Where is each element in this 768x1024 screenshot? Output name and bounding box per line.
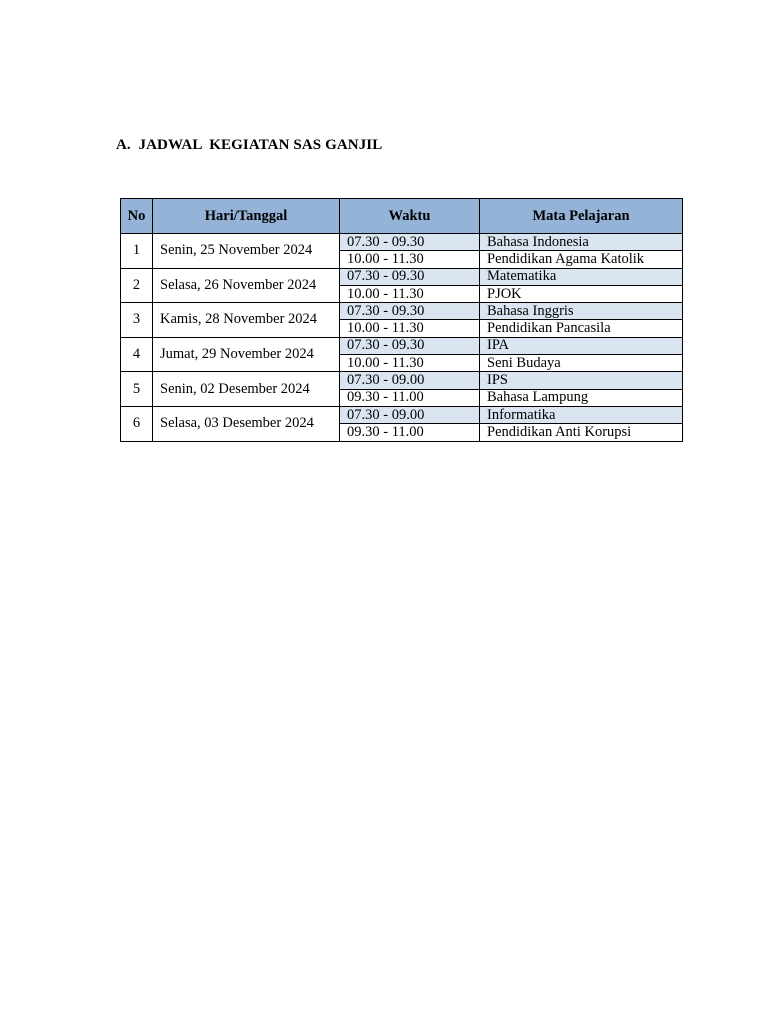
slot-time: 09.30 - 11.00 bbox=[340, 389, 480, 406]
table-row bbox=[121, 406, 683, 423]
slot-subject: IPA bbox=[480, 337, 683, 354]
row-number: 6 bbox=[121, 406, 153, 441]
slot-subject: Pendidikan Agama Katolik bbox=[480, 251, 683, 268]
slot-subject: Matematika bbox=[480, 268, 683, 285]
slot-subject: PJOK bbox=[480, 285, 683, 302]
slot-subject: Bahasa Indonesia bbox=[480, 234, 683, 251]
slot-subject: Pendidikan Pancasila bbox=[480, 320, 683, 337]
slot-time: 07.30 - 09.00 bbox=[340, 406, 480, 423]
day-date: Selasa, 03 Desember 2024 bbox=[153, 406, 340, 441]
slot-time: 07.30 - 09.30 bbox=[340, 268, 480, 285]
slot-time: 10.00 - 11.30 bbox=[340, 320, 480, 337]
header-subject: Mata Pelajaran bbox=[480, 199, 683, 234]
slot-time: 10.00 - 11.30 bbox=[340, 285, 480, 302]
slot-subject: Bahasa Lampung bbox=[480, 389, 683, 406]
slot-subject: Seni Budaya bbox=[480, 355, 683, 372]
day-date: Senin, 25 November 2024 bbox=[153, 234, 340, 269]
table-body bbox=[121, 234, 683, 442]
slot-time: 07.30 - 09.30 bbox=[340, 234, 480, 251]
slot-time: 09.30 - 11.00 bbox=[340, 424, 480, 441]
table-row bbox=[121, 268, 683, 285]
header-time: Waktu bbox=[340, 199, 480, 234]
slot-subject: IPS bbox=[480, 372, 683, 389]
day-date: Jumat, 29 November 2024 bbox=[153, 337, 340, 372]
table-row bbox=[121, 234, 683, 251]
exam-schedule-table bbox=[120, 198, 683, 442]
section-heading: A. JADWAL KEGIATAN SAS GANJIL bbox=[116, 137, 383, 153]
row-number: 1 bbox=[121, 234, 153, 269]
table-row bbox=[121, 303, 683, 320]
row-number: 5 bbox=[121, 372, 153, 407]
day-date: Kamis, 28 November 2024 bbox=[153, 303, 340, 338]
row-number: 2 bbox=[121, 268, 153, 303]
row-number: 3 bbox=[121, 303, 153, 338]
slot-subject: Informatika bbox=[480, 406, 683, 423]
row-number: 4 bbox=[121, 337, 153, 372]
table-header-row bbox=[121, 199, 683, 234]
slot-time: 07.30 - 09.00 bbox=[340, 372, 480, 389]
day-date: Senin, 02 Desember 2024 bbox=[153, 372, 340, 407]
day-date: Selasa, 26 November 2024 bbox=[153, 268, 340, 303]
table-row bbox=[121, 337, 683, 354]
header-date: Hari/Tanggal bbox=[153, 199, 340, 234]
table-row bbox=[121, 372, 683, 389]
slot-time: 07.30 - 09.30 bbox=[340, 337, 480, 354]
slot-subject: Bahasa Inggris bbox=[480, 303, 683, 320]
slot-time: 10.00 - 11.30 bbox=[340, 355, 480, 372]
slot-subject: Pendidikan Anti Korupsi bbox=[480, 424, 683, 441]
header-no: No bbox=[121, 199, 153, 234]
slot-time: 07.30 - 09.30 bbox=[340, 303, 480, 320]
slot-time: 10.00 - 11.30 bbox=[340, 251, 480, 268]
